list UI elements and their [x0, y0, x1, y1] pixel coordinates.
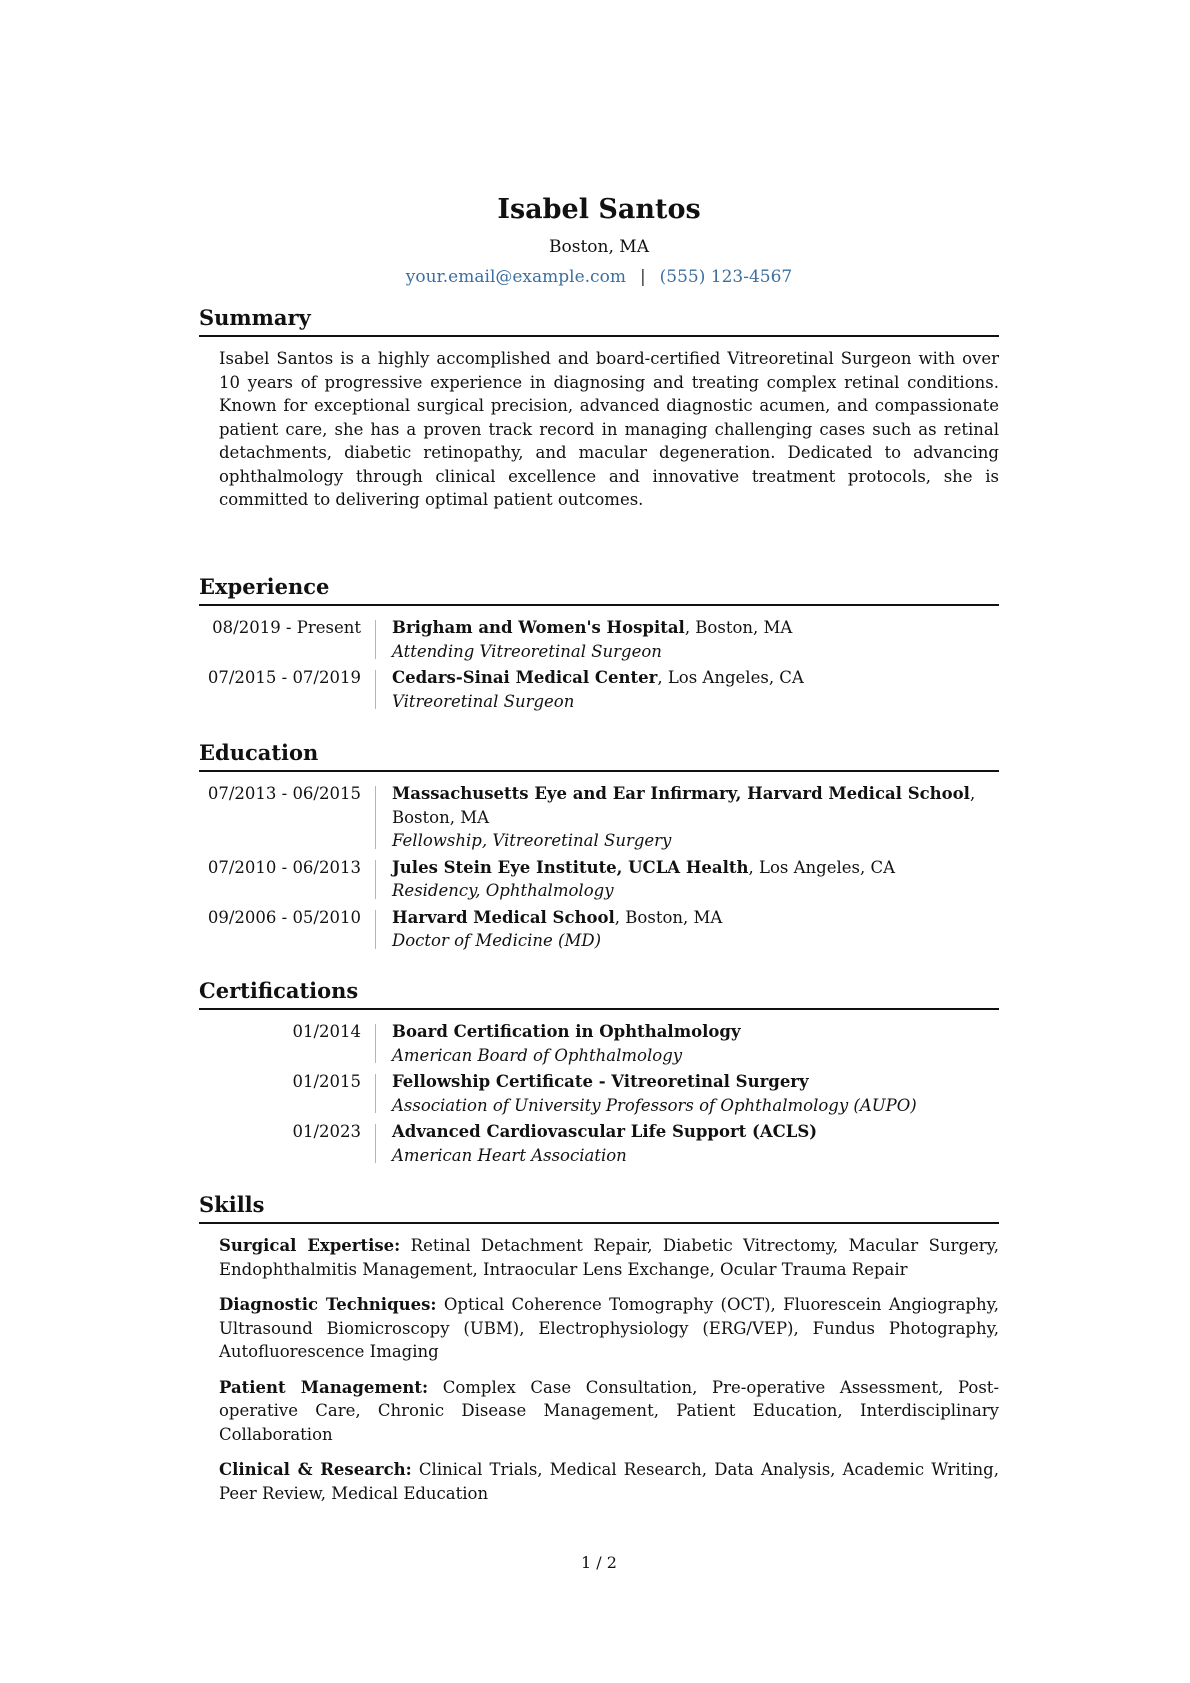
education-entry: [199, 906, 999, 953]
skill-group-name: Patient Management:: [219, 1377, 429, 1397]
candidate-location: Boston, MA: [549, 237, 649, 257]
entry-date: 09/2006 - 05/2010: [207, 907, 361, 927]
entry-date: 01/2023: [292, 1122, 361, 1141]
entry-organization: Cedars-Sinai Medical Center: [392, 668, 658, 687]
phone-link[interactable]: (555) 123-4567: [659, 267, 793, 287]
entry-role: Association of University Professors of Ophthalmology (AUPO): [392, 1095, 917, 1115]
entry-organization: Board Certification in Ophthalmology: [392, 1022, 741, 1041]
skill-group-list: Retinal Detachment Repair, Diabetic Vitrectomy, Macular Surgery, Endophthalmitis Management, Intraocular Lens Exchange, Ocular Trauma Repair: [219, 1236, 999, 1279]
entry-location: , Boston, MA: [392, 784, 976, 827]
entry-organization: Jules Stein Eye Institute, UCLA Health: [392, 857, 749, 877]
skill-group: [219, 1293, 999, 1364]
skill-group-name: Surgical Expertise:: [219, 1236, 401, 1255]
certification-entry: [199, 1120, 999, 1167]
entry-organization: Fellowship Certificate - Vitreoretinal Surgery: [392, 1072, 809, 1091]
entry-body: [376, 782, 999, 853]
summary-text: Isabel Santos is a highly accomplished and board-certified Vitreoretinal Surgeon with over 10 years of progressive experience in diagnosing and treating complex retinal conditions. Known for exceptional surgical precision, advanced diagnostic acumen, and compassionate patient care, she has a proven track record in managing challenging cases such as retinal detachments, diabetic retinopathy, and macular degeneration. Dedicated to advancing ophthalmology through clinical excellence and innovative treatment protocols, she is committed to delivering optimal patient outcomes.: [219, 349, 999, 509]
candidate-name: Isabel Santos: [497, 194, 701, 225]
entry-role: Fellowship, Vitreoretinal Surgery: [392, 831, 672, 850]
entry-date: 01/2015: [292, 1072, 361, 1091]
entry-body: [376, 856, 999, 903]
entry-body: [376, 1070, 999, 1117]
entry-role: American Board of Ophthalmology: [392, 1045, 683, 1065]
entry-body: [376, 616, 999, 663]
entry-organization: Harvard Medical School: [392, 907, 615, 927]
resume-header: [199, 190, 999, 290]
entry-role: Vitreoretinal Surgeon: [392, 691, 575, 711]
entry-role: Residency, Ophthalmology: [392, 881, 614, 900]
skill-group-list: Optical Coherence Tomography (OCT), Fluorescein Angiography, Ultrasound Biomicroscopy (UBM), Electrophysiology (ERG/VEP), Fundus Photography, Autofluorescence Imaging: [219, 1295, 999, 1361]
page-number: 1 / 2: [581, 1553, 617, 1572]
entry-body: [376, 1020, 999, 1067]
education-section: [199, 738, 999, 956]
resume-page: [199, 0, 999, 1683]
skill-group-list: Clinical Trials, Medical Research, Data Analysis, Academic Writing, Peer Review, Medical Education: [219, 1460, 999, 1503]
entry-organization: Advanced Cardiovascular Life Support (ACLS): [392, 1122, 818, 1141]
summary-title: Summary: [199, 303, 999, 337]
skill-group: [219, 1234, 999, 1281]
entry-location: , Boston, MA: [684, 618, 793, 637]
skills-title: Skills: [199, 1190, 999, 1224]
certifications-title: Certifications: [199, 976, 999, 1010]
education-entry: [199, 856, 999, 903]
summary-section: [199, 303, 999, 512]
contact-line: [199, 264, 999, 290]
entry-location: , Los Angeles, CA: [657, 668, 804, 687]
certifications-section: [199, 976, 999, 1170]
entry-organization: Massachusetts Eye and Ear Infirmary, Harvard Medical School: [392, 784, 970, 803]
skill-group: [219, 1376, 999, 1447]
entry-body: [376, 1120, 999, 1167]
certification-entry: [199, 1020, 999, 1067]
entry-date: 07/2010 - 06/2013: [207, 857, 361, 877]
entry-role: Attending Vitreoretinal Surgeon: [392, 641, 662, 661]
email-link[interactable]: your.email@example.com: [405, 267, 626, 287]
entry-body: [376, 666, 999, 713]
entry-date: 01/2014: [292, 1022, 361, 1041]
entry-date: 07/2015 - 07/2019: [207, 668, 361, 687]
skills-section: [199, 1190, 999, 1517]
experience-title: Experience: [199, 572, 999, 606]
entry-date: 08/2019 - Present: [212, 618, 361, 637]
experience-entry: [199, 616, 999, 663]
entry-location: , Los Angeles, CA: [748, 857, 896, 877]
entry-role: American Heart Association: [392, 1145, 627, 1165]
skill-group-name: Diagnostic Techniques:: [219, 1295, 437, 1314]
entry-organization: Brigham and Women's Hospital: [392, 618, 685, 637]
certification-entry: [199, 1070, 999, 1117]
skill-group-list: Complex Case Consultation, Pre-operative Assessment, Post-operative Care, Chronic Disease Management, Patient Education, Interdisciplinary Collaboration: [219, 1377, 1000, 1444]
skill-group: [219, 1458, 999, 1505]
contact-separator: |: [639, 267, 646, 287]
education-title: Education: [199, 738, 999, 772]
experience-entry: [199, 666, 999, 713]
experience-section: [199, 572, 999, 716]
education-entry: [199, 782, 999, 853]
entry-location: , Boston, MA: [614, 907, 723, 927]
entry-date: 07/2013 - 06/2015: [207, 784, 361, 803]
entry-body: [376, 906, 999, 953]
skill-group-name: Clinical & Research:: [219, 1460, 412, 1479]
entry-role: Doctor of Medicine (MD): [392, 931, 602, 950]
